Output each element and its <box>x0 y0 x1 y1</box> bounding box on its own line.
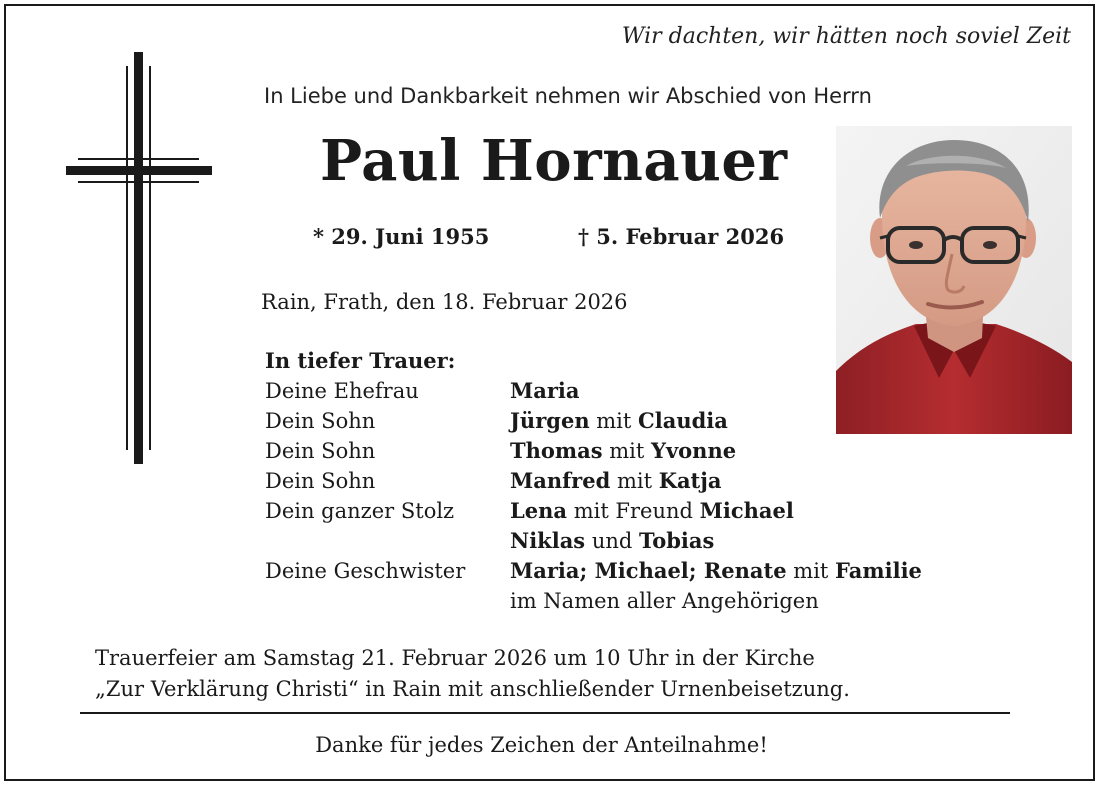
mourner-name: Lena <box>510 498 568 523</box>
mourner-name: Niklas <box>510 528 586 553</box>
mourner-name: Tobias <box>638 528 715 553</box>
mourner-name: Familie <box>835 558 922 583</box>
mourner-row <box>265 556 922 586</box>
cross-icon <box>60 52 216 464</box>
mourner-relation: Dein Sohn <box>265 409 376 433</box>
mourner-name: Maria; Michael; Renate <box>510 558 787 583</box>
birth-date: * 29. Juni 1955 <box>313 224 490 249</box>
mourner-name: Yvonne <box>650 438 737 463</box>
mourner-names <box>510 436 736 466</box>
mourner-names <box>510 496 794 526</box>
mourner-connector: mit <box>610 469 659 493</box>
mourner-name: Jürgen <box>510 408 590 433</box>
mourner-names <box>510 376 580 406</box>
mourner-names <box>510 406 728 436</box>
mourner-names <box>510 556 922 586</box>
mourner-name: Claudia <box>638 408 728 433</box>
mourner-relation: Dein Sohn <box>265 439 376 463</box>
divider <box>80 712 1010 714</box>
mourners-title: In tiefer Trauer: <box>265 348 456 373</box>
ceremony-line-1: Trauerfeier am Samstag 21. Februar 2026 um 10 Uhr in der Kirche <box>95 646 815 670</box>
mourner-connector: mit <box>786 559 836 583</box>
mourner-connector: und <box>585 529 639 553</box>
deceased-name: Paul Hornauer <box>320 128 788 194</box>
mourner-name: Michael <box>699 498 794 523</box>
place-and-date: Rain, Frath, den 18. Februar 2026 <box>261 290 628 314</box>
mourner-row <box>265 436 737 466</box>
mourner-name: Katja <box>658 468 722 493</box>
mourner-name: Manfred <box>510 468 611 493</box>
mourner-name: Maria <box>510 378 580 403</box>
mourner-name: Thomas <box>510 438 603 463</box>
mourner-row <box>265 496 794 526</box>
ceremony-line-2: „Zur Verklärung Christi“ in Rain mit anschließender Urnenbeisetzung. <box>95 677 850 701</box>
mourner-connector: im Namen aller Angehörigen <box>510 589 819 613</box>
thanks-line: Danke für jedes Zeichen der Anteilnahme! <box>315 733 768 757</box>
mourner-relation: Deine Ehefrau <box>265 379 419 403</box>
mourner-relation: Deine Geschwister <box>265 559 466 583</box>
mourner-connector: mit Freund <box>567 499 700 523</box>
mourner-relation: Dein ganzer Stolz <box>265 499 455 523</box>
mourner-relation: Dein Sohn <box>265 469 376 493</box>
death-date: † 5. Februar 2026 <box>578 224 785 249</box>
mourner-names <box>510 526 714 556</box>
mourner-row <box>265 376 580 406</box>
mourner-row <box>265 586 819 616</box>
motto: Wir dachten, wir hätten noch soviel Zeit <box>621 24 1071 49</box>
intro-line: In Liebe und Dankbarkeit nehmen wir Abschied von Herrn <box>264 84 872 108</box>
mourner-names <box>510 466 721 496</box>
mourner-row <box>265 406 728 436</box>
ceremony-info <box>95 643 850 705</box>
mourner-connector: mit <box>602 439 651 463</box>
mourner-connector: mit <box>589 409 639 433</box>
mourners-block <box>265 346 922 616</box>
portrait-photo <box>836 126 1072 434</box>
mourner-names <box>510 586 819 616</box>
mourner-row <box>265 526 715 556</box>
mourner-row <box>265 466 722 496</box>
